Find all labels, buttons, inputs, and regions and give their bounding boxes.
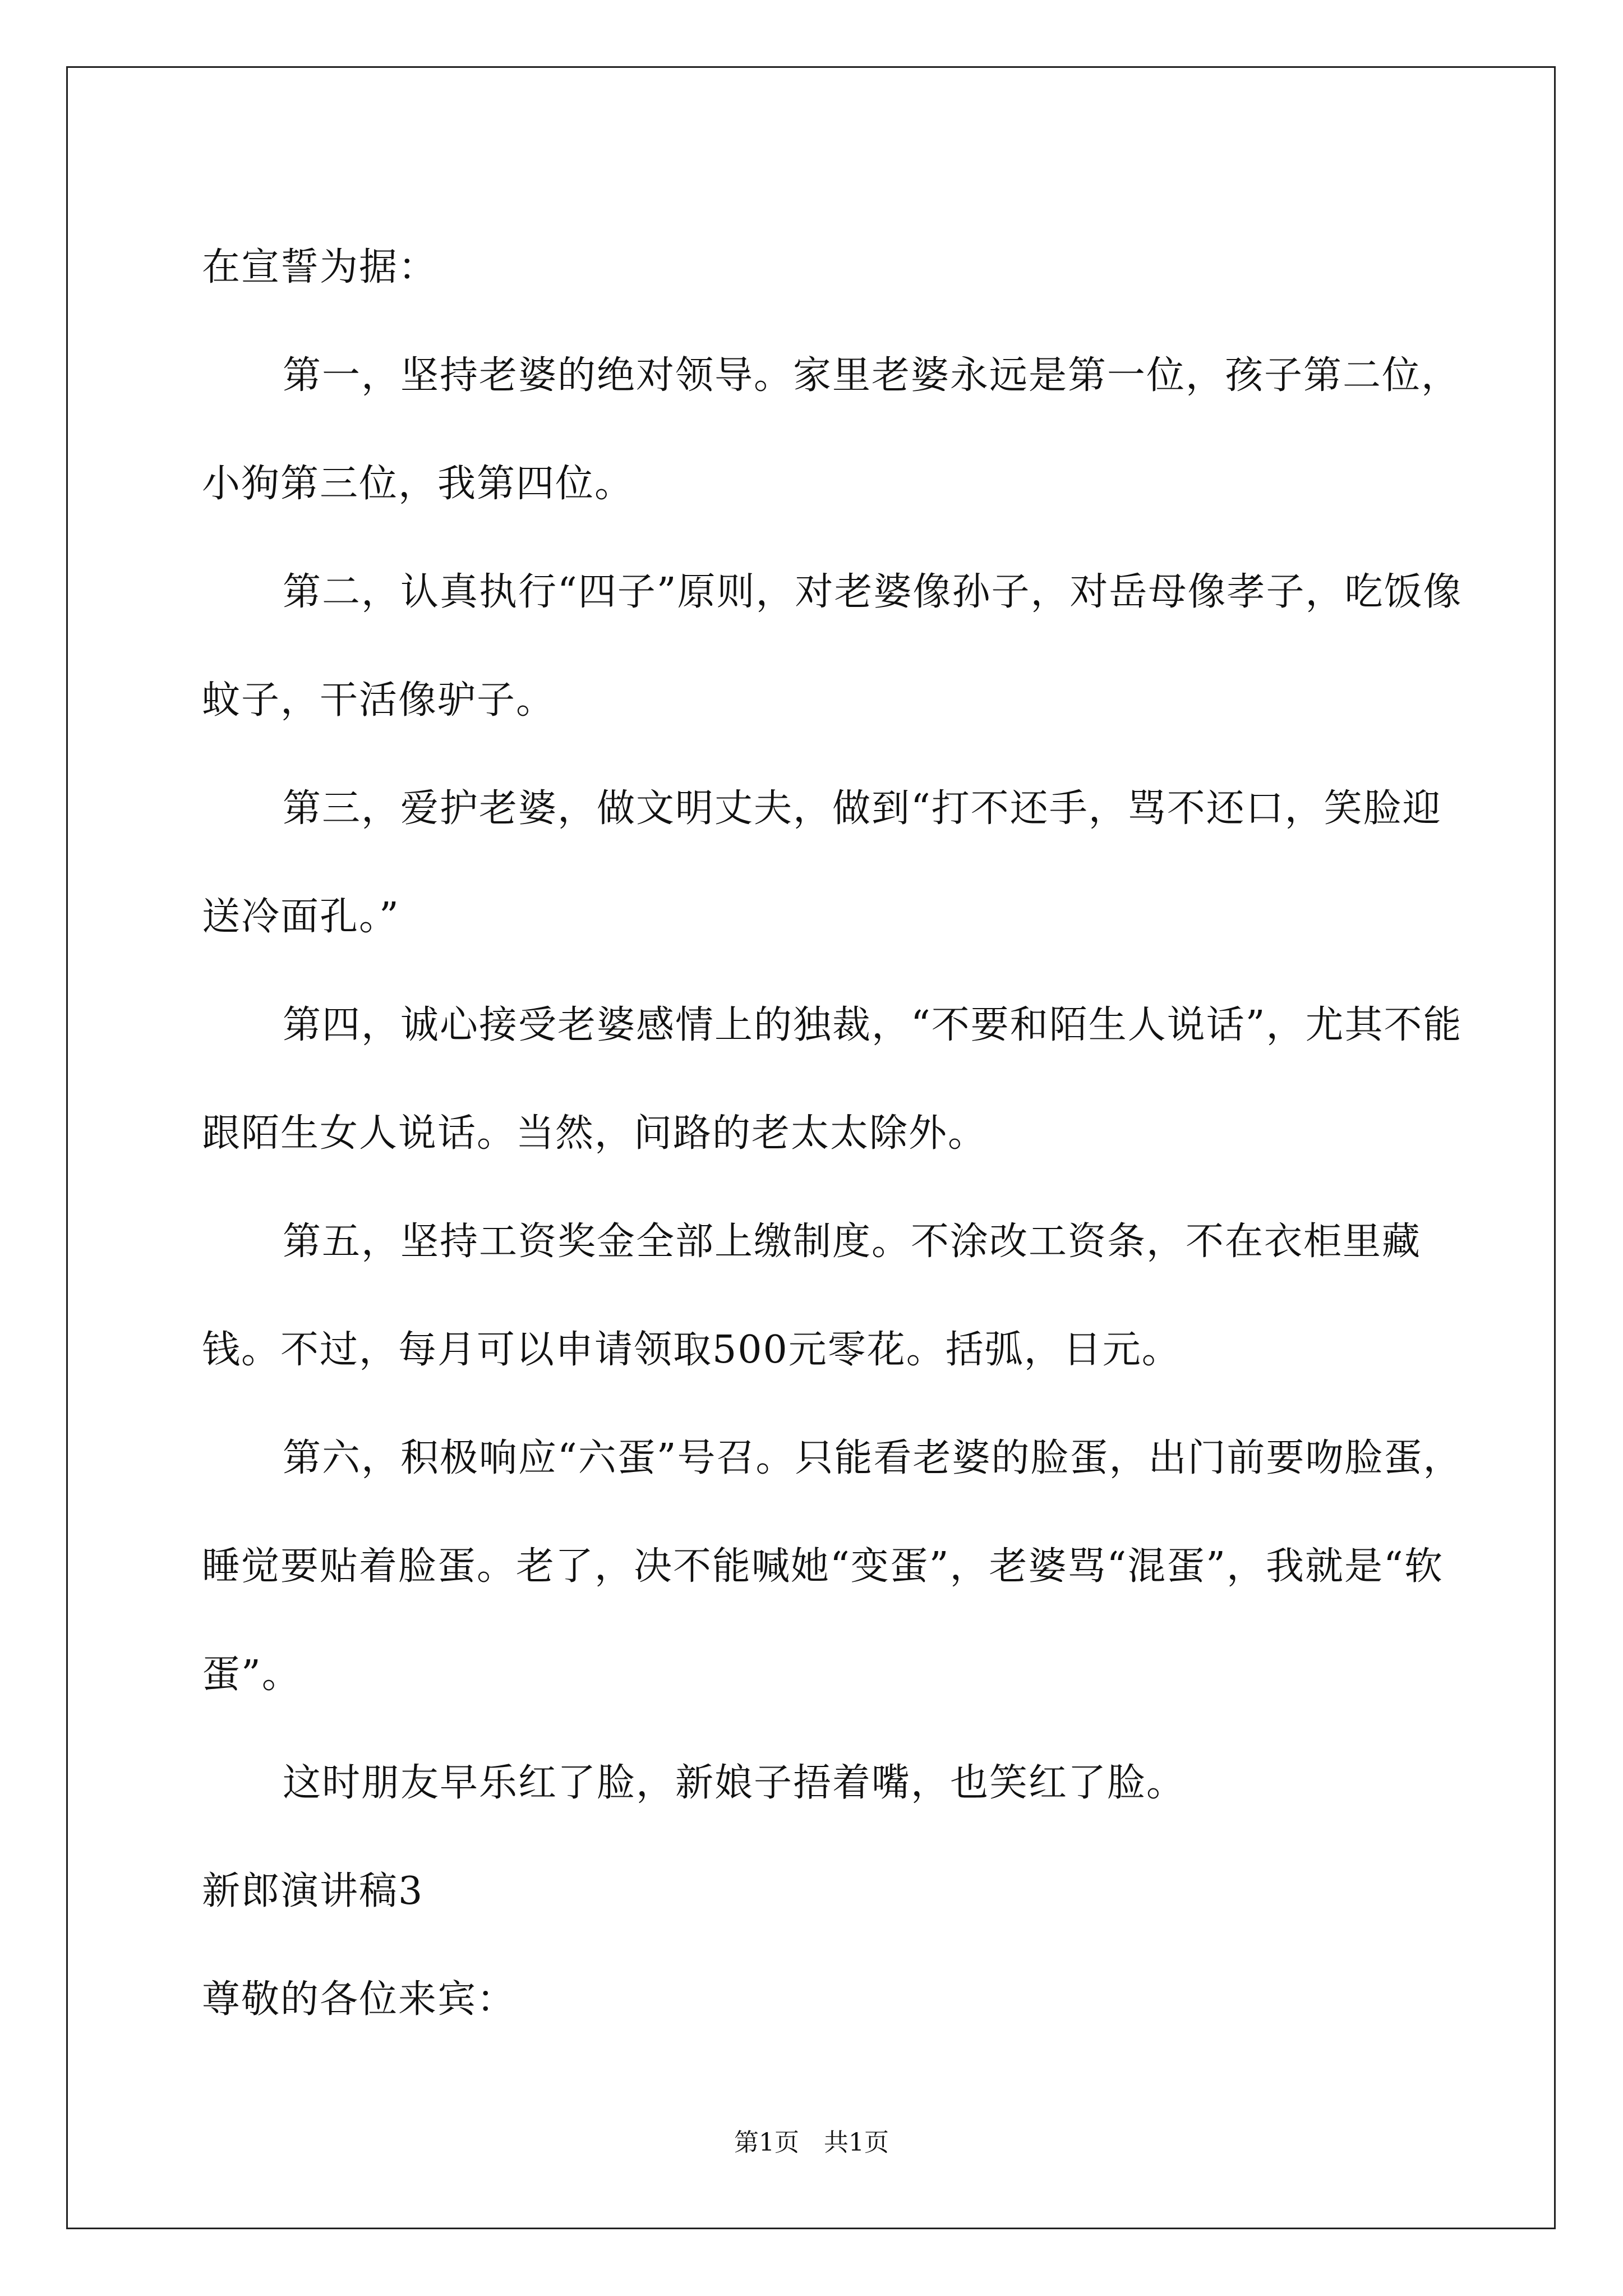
paragraph-fifth: 第五，坚持工资奖金全部上缴制度。不涂改工资条，不在衣柜里藏钱。不过，每月可以申请领取500元零花。括弧，日元。 [202, 1220, 1422, 1372]
document-body [202, 213, 1469, 2054]
page-number-footer: 第1页 共1页 [734, 2128, 889, 2157]
paragraph-fourth: 第四，诚心接受老婆感情上的独裁，“不要和陌生人说话”，尤其不能跟陌生女人说话。当然，问路的老太太除外。 [202, 1003, 1463, 1156]
paragraph-closing: 这时朋友早乐红了脸，新娘子捂着嘴，也笑红了脸。 [283, 1761, 1186, 1805]
paragraph-third: 第三，爱护老婆，做文明丈夫，做到“打不还手，骂不还口，笑脸迎送冷面孔。” [202, 786, 1442, 939]
paragraph-first: 第一，坚持老婆的绝对领导。家里老婆永远是第一位，孩子第二位，小狗第三位，我第四位。 [202, 353, 1461, 506]
paragraph-second: 第二，认真执行“四子”原则，对老婆像孙子，对岳母像孝子，吃饭像蚊子，干活像驴子。 [202, 570, 1463, 723]
section-heading: 新郎演讲稿3 [202, 1869, 424, 1913]
paragraph-sixth: 第六，积极响应“六蛋”号召。只能看老婆的脸蛋，出门前要吻脸蛋，睡觉要贴着脸蛋。老了，决不能喊她“变蛋”，老婆骂“混蛋”，我就是“软蛋”。 [202, 1436, 1463, 1697]
paragraph-oath-intro: 在宣誓为据： [202, 245, 438, 289]
paragraph-salutation: 尊敬的各位来宾： [202, 1977, 517, 2022]
